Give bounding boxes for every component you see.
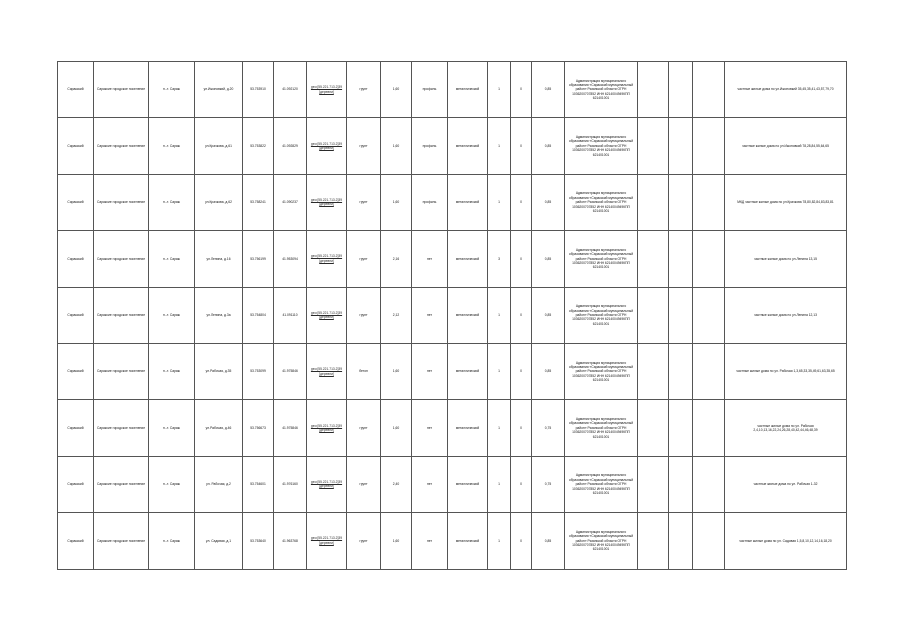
- area-cell: 2,12: [381, 287, 412, 343]
- latitude-cell: 53.756199: [243, 231, 274, 287]
- container-volume-cell: 0: [511, 287, 532, 343]
- surface-type-cell: грунт: [347, 62, 381, 118]
- cover-cell: профиль: [412, 118, 448, 174]
- empty-cell: [669, 231, 693, 287]
- volume-cell: 0,85: [532, 118, 565, 174]
- municipality-name-cell: Сараксие городское поселение: [94, 231, 149, 287]
- coordinates-link[interactable]: geo:[55.221.713.2]39 [деревни]: [310, 536, 343, 545]
- area-cell: 1,60: [381, 118, 412, 174]
- empty-cell: [669, 62, 693, 118]
- longitude-cell: 41.975846: [274, 400, 307, 456]
- volume-cell: 0,85: [532, 174, 565, 230]
- latitude-cell: 53.753910: [243, 62, 274, 118]
- settlement-cell: Саракский: [58, 513, 94, 569]
- latitude-cell: 53.753822: [243, 118, 274, 174]
- cover-cell: нет: [412, 400, 448, 456]
- locality-cell: п.-т. Сараж: [149, 287, 195, 343]
- empty-cell: [669, 174, 693, 230]
- owner-info-cell: Администрация муниципального образования «Саракский муниципальный район» Рязанской области ОГРН 1036200707852 ИНН 6214004949КПП 621401001: [565, 287, 638, 343]
- cover-cell: нет: [412, 513, 448, 569]
- locality-cell: п.-т. Сараж: [149, 343, 195, 399]
- waste-sources-cell: частные жилые дома по ул.Ижоновкий 78,28,84,55,64,65: [725, 118, 847, 174]
- empty-cell: [669, 456, 693, 512]
- empty-cell: [693, 456, 725, 512]
- waste-sources-cell: частные жилые дома по ул. Рабочая 2,4,10,13,16,22,24,26,28,40,42,44,46,48,39: [725, 400, 847, 456]
- cover-cell: нет: [412, 287, 448, 343]
- locality-cell: п.-т. Сараж: [149, 456, 195, 512]
- container-count-cell: 1: [488, 513, 511, 569]
- container-material-cell: металлический: [448, 231, 488, 287]
- empty-cell: [669, 343, 693, 399]
- locality-cell: п.-т. Сараж: [149, 231, 195, 287]
- settlement-cell: Саракский: [58, 62, 94, 118]
- table-row: [58, 118, 847, 174]
- waste-sources-cell: частные жилые дома по ул. Рабочая 1,3,65,33,35,49,61,63,35,65: [725, 343, 847, 399]
- coordinates-link[interactable]: geo:[55.221.713.2]39 [деревни]: [310, 254, 343, 263]
- municipality-name-cell: Сараксие городское поселение: [94, 456, 149, 512]
- waste-sources-cell: частные жилые дома по ул.Ленина 13,15: [725, 231, 847, 287]
- empty-cell: [669, 287, 693, 343]
- empty-cell: [693, 62, 725, 118]
- cover-cell: нет: [412, 343, 448, 399]
- address-cell: ул.Ленина, д.16: [195, 231, 243, 287]
- container-volume-cell: 0: [511, 174, 532, 230]
- coordinates-link[interactable]: geo:[55.221.713.2]39 [деревни]: [310, 198, 343, 207]
- empty-cell: [638, 287, 669, 343]
- coordinates-link[interactable]: geo:[55.221.713.2]39 [деревни]: [310, 85, 343, 94]
- table-row: [58, 343, 847, 399]
- owner-info-cell: Администрация муниципального образования «Саракский муниципальный район» Рязанской области ОГРН 1036200707852 ИНН 6214004949КПП 621401001: [565, 174, 638, 230]
- container-material-cell: металлический: [448, 287, 488, 343]
- surface-type-cell: грунт: [347, 400, 381, 456]
- table-row: [58, 231, 847, 287]
- table-row: [58, 400, 847, 456]
- settlement-cell: Саракский: [58, 456, 94, 512]
- container-count-cell: 1: [488, 174, 511, 230]
- coordinates-link-cell: [307, 400, 347, 456]
- owner-info-cell: Администрация муниципального образования «Саракский муниципальный район» Рязанской области ОГРН 1036200707852 ИНН 6214004949КПП 621401001: [565, 118, 638, 174]
- area-cell: 1,60: [381, 62, 412, 118]
- coordinates-link-cell: [307, 456, 347, 512]
- table-row: [58, 62, 847, 118]
- longitude-cell: 41.092120: [274, 62, 307, 118]
- coordinates-link[interactable]: geo:[55.221.713.2]39 [деревни]: [310, 310, 343, 320]
- surface-type-cell: бетон: [347, 343, 381, 399]
- empty-cell: [693, 118, 725, 174]
- longitude-cell: 41.976160: [274, 456, 307, 512]
- container-volume-cell: 0: [511, 62, 532, 118]
- surface-type-cell: грунт: [347, 513, 381, 569]
- area-cell: 2,40: [381, 456, 412, 512]
- municipality-name-cell: Сараксие городское поселение: [94, 287, 149, 343]
- empty-cell: [693, 343, 725, 399]
- container-count-cell: 1: [488, 400, 511, 456]
- empty-cell: [693, 400, 725, 456]
- longitude-cell: 41.953094: [274, 231, 307, 287]
- area-cell: 1,60: [381, 513, 412, 569]
- waste-site-registry-table: [57, 61, 847, 570]
- empty-cell: [693, 513, 725, 569]
- coordinates-link[interactable]: geo:[55.221.713.2]39 [деревни]: [310, 367, 343, 376]
- empty-cell: [669, 513, 693, 569]
- coordinates-link-cell: [307, 287, 347, 343]
- volume-cell: 0,85: [532, 231, 565, 287]
- empty-cell: [638, 62, 669, 118]
- coordinates-link-cell: [307, 343, 347, 399]
- container-material-cell: металлический: [448, 62, 488, 118]
- table-row: [58, 456, 847, 512]
- empty-cell: [638, 118, 669, 174]
- container-volume-cell: 0: [511, 343, 532, 399]
- longitude-cell: 41.091110: [274, 287, 307, 343]
- address-cell: ул.Рабочая, д.35: [195, 343, 243, 399]
- coordinates-link[interactable]: geo:[55.221.713.2]39 [деревни]: [310, 141, 343, 151]
- settlement-cell: Саракский: [58, 287, 94, 343]
- table-body: [58, 62, 847, 570]
- container-volume-cell: 0: [511, 118, 532, 174]
- empty-cell: [638, 456, 669, 512]
- empty-cell: [638, 343, 669, 399]
- owner-info-cell: Администрация муниципального образования «Саракский муниципальный район» Рязанской области ОГРН 1036200707852 ИНН 6214004949КПП 621401001: [565, 456, 638, 512]
- table-row: [58, 513, 847, 569]
- container-volume-cell: 0: [511, 456, 532, 512]
- volume-cell: 0,85: [532, 343, 565, 399]
- volume-cell: 0,85: [532, 287, 565, 343]
- municipality-name-cell: Сараксие городское поселение: [94, 174, 149, 230]
- container-volume-cell: 0: [511, 231, 532, 287]
- container-volume-cell: 0: [511, 513, 532, 569]
- locality-cell: п.-т. Сараж: [149, 174, 195, 230]
- locality-cell: п.-т. Сараж: [149, 118, 195, 174]
- address-cell: ул.Крачкова, д.61: [195, 118, 243, 174]
- empty-cell: [638, 513, 669, 569]
- settlement-cell: Саракский: [58, 343, 94, 399]
- municipality-name-cell: Сараксие городское поселение: [94, 343, 149, 399]
- empty-cell: [669, 400, 693, 456]
- owner-info-cell: Администрация муниципального образования «Саракский муниципальный район» Рязанской области ОГРН 1036200707852 ИНН 6214004949КПП 621401001: [565, 343, 638, 399]
- longitude-cell: 41.090237: [274, 174, 307, 230]
- settlement-cell: Саракский: [58, 400, 94, 456]
- coordinates-link-cell: [307, 118, 347, 174]
- empty-cell: [693, 174, 725, 230]
- latitude-cell: 53.753099: [243, 343, 274, 399]
- address-cell: ул. Садовая, д.1: [195, 513, 243, 569]
- surface-type-cell: грунт: [347, 456, 381, 512]
- area-cell: 1,60: [381, 400, 412, 456]
- empty-cell: [669, 118, 693, 174]
- locality-cell: п.-т. Сараж: [149, 513, 195, 569]
- surface-type-cell: грунт: [347, 287, 381, 343]
- table-row: [58, 287, 847, 343]
- surface-type-cell: грунт: [347, 118, 381, 174]
- empty-cell: [638, 400, 669, 456]
- owner-info-cell: Администрация муниципального образования «Саракский муниципальный район» Рязанской области ОГРН 1036200707852 ИНН 6214004949КПП 621401001: [565, 513, 638, 569]
- settlement-cell: Саракский: [58, 118, 94, 174]
- volume-cell: 0,75: [532, 456, 565, 512]
- municipality-name-cell: Сараксие городское поселение: [94, 400, 149, 456]
- municipality-name-cell: Сараксие городское поселение: [94, 513, 149, 569]
- container-material-cell: металлический: [448, 343, 488, 399]
- municipality-name-cell: Сараксие городское поселение: [94, 62, 149, 118]
- waste-sources-cell: МКД частные жилые дома по ул.Крачкова 78,80,82,84,83,83,81: [725, 174, 847, 230]
- longitude-cell: 41.092829: [274, 118, 307, 174]
- volume-cell: 0,85: [532, 62, 565, 118]
- waste-sources-cell: частные жилые дома по ул. Рабочая 1-32: [725, 456, 847, 512]
- coordinates-link-cell: [307, 231, 347, 287]
- container-material-cell: металлический: [448, 456, 488, 512]
- empty-cell: [638, 231, 669, 287]
- owner-info-cell: Администрация муниципального образования «Саракский муниципальный район» Рязанской области ОГРН 1036200707852 ИНН 6214004949КПП 621401001: [565, 231, 638, 287]
- latitude-cell: 53.753640: [243, 513, 274, 569]
- container-count-cell: 1: [488, 456, 511, 512]
- longitude-cell: 41.963768: [274, 513, 307, 569]
- container-count-cell: 1: [488, 287, 511, 343]
- address-cell: ул.Крачкова, д.62: [195, 174, 243, 230]
- waste-sources-cell: частные жилые дома по ул.Ленина 12,13: [725, 287, 847, 343]
- container-count-cell: 3: [488, 231, 511, 287]
- latitude-cell: 53.758241: [243, 174, 274, 230]
- latitude-cell: 53.754601: [243, 456, 274, 512]
- settlement-cell: Саракский: [58, 231, 94, 287]
- settlement-cell: Саракский: [58, 174, 94, 230]
- cover-cell: профиль: [412, 174, 448, 230]
- coordinates-link[interactable]: geo:[55.221.713.2]39 [деревни]: [310, 480, 343, 489]
- area-cell: 1,60: [381, 343, 412, 399]
- address-cell: ул.Рабочая, д.46: [195, 400, 243, 456]
- container-count-cell: 1: [488, 343, 511, 399]
- coordinates-link-cell: [307, 174, 347, 230]
- container-count-cell: 1: [488, 118, 511, 174]
- address-cell: ул.Ижоновкий, д.20: [195, 62, 243, 118]
- container-material-cell: металлический: [448, 118, 488, 174]
- waste-sources-cell: частные жилые дома по ул. Садовая 1,5,8,10,12,14,16,18,20: [725, 513, 847, 569]
- latitude-cell: 53.754804: [243, 287, 274, 343]
- address-cell: ул.Ленина, д.3а: [195, 287, 243, 343]
- cover-cell: профиль: [412, 62, 448, 118]
- volume-cell: 0,85: [532, 513, 565, 569]
- municipality-name-cell: Сараксие городское поселение: [94, 118, 149, 174]
- cover-cell: нет: [412, 456, 448, 512]
- surface-type-cell: грунт: [347, 174, 381, 230]
- address-cell: ул. Рабочая, д.2: [195, 456, 243, 512]
- volume-cell: 0,75: [532, 400, 565, 456]
- table-row: [58, 174, 847, 230]
- surface-type-cell: грунт: [347, 231, 381, 287]
- empty-cell: [693, 287, 725, 343]
- coordinates-link-cell: [307, 62, 347, 118]
- locality-cell: п.-т. Сараж: [149, 62, 195, 118]
- container-material-cell: металлический: [448, 400, 488, 456]
- container-count-cell: 1: [488, 62, 511, 118]
- owner-info-cell: Администрация муниципального образования «Саракский муниципальный район» Рязанской области ОГРН 1036200707852 ИНН 6214004949КПП 621401001: [565, 62, 638, 118]
- area-cell: 1,60: [381, 174, 412, 230]
- empty-cell: [693, 231, 725, 287]
- cover-cell: нет: [412, 231, 448, 287]
- empty-cell: [638, 174, 669, 230]
- waste-sources-cell: частные жилые дома по ул.Ижоновкий 35,45,35,41,43,57,79,70: [725, 62, 847, 118]
- longitude-cell: 41.975846: [274, 343, 307, 399]
- locality-cell: п.-т. Сараж: [149, 400, 195, 456]
- container-volume-cell: 0: [511, 400, 532, 456]
- container-material-cell: металлический: [448, 513, 488, 569]
- owner-info-cell: Администрация муниципального образования «Саракский муниципальный район» Рязанской области ОГРН 1036200707852 ИНН 6214004949КПП 621401001: [565, 400, 638, 456]
- coordinates-link-cell: [307, 513, 347, 569]
- container-material-cell: металлический: [448, 174, 488, 230]
- area-cell: 2,16: [381, 231, 412, 287]
- latitude-cell: 53.756673: [243, 400, 274, 456]
- coordinates-link[interactable]: geo:[55.221.713.2]39 [деревни]: [310, 423, 343, 433]
